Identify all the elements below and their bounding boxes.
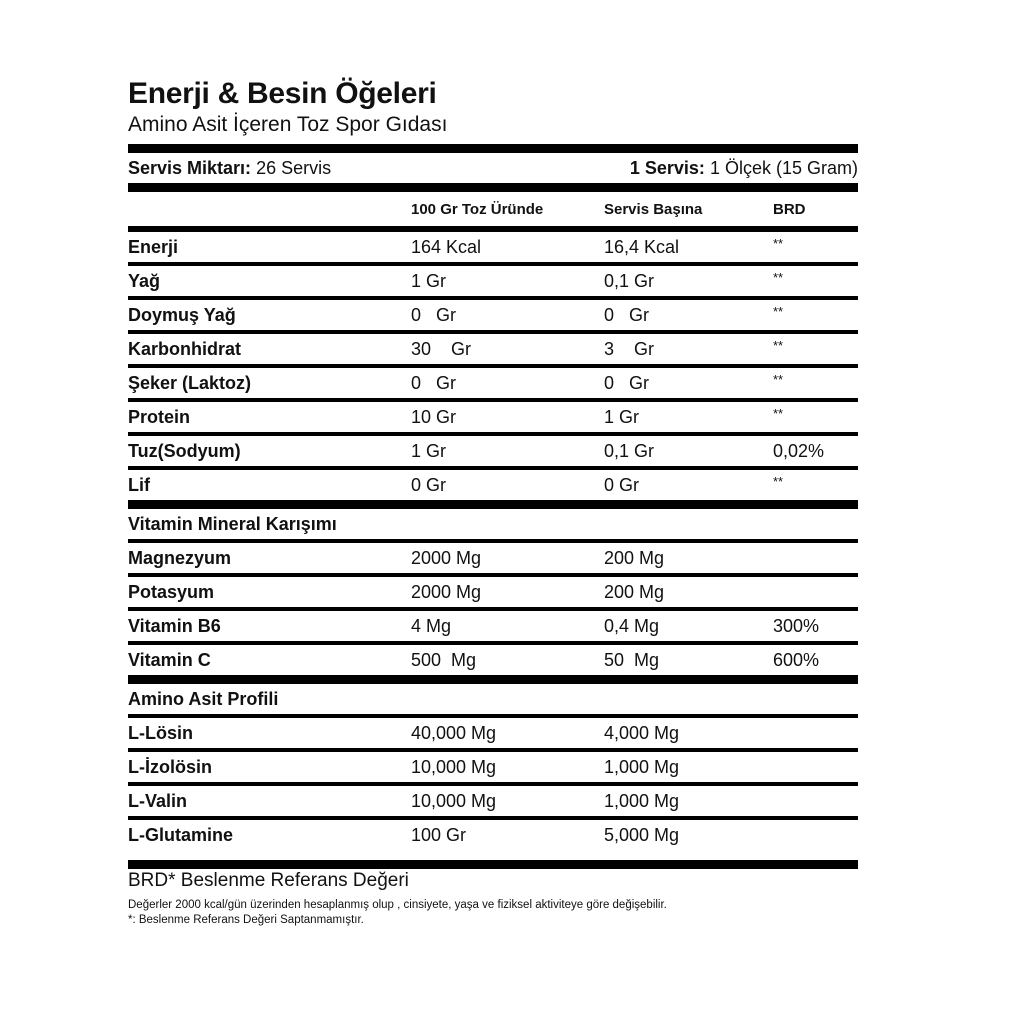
value-per-serving: 16,4 Kcal — [604, 236, 680, 257]
nutrient-name: Doymuş Yağ — [128, 304, 236, 325]
table-row — [128, 232, 858, 262]
value-brd: 600% — [773, 649, 820, 670]
page-title: Enerji & Besin Öğeleri — [128, 77, 437, 110]
nutrient-name: Vitamin B6 — [128, 615, 221, 636]
table-row — [128, 266, 858, 296]
value-per-100g: 1 Gr — [411, 440, 447, 461]
vitamin-rows — [128, 543, 858, 675]
value-per-100g: 4 Mg — [411, 615, 452, 636]
value-per-100g: 164 Kcal — [411, 236, 482, 257]
table-row — [128, 786, 858, 816]
nutrient-name: Enerji — [128, 236, 179, 257]
value-brd: ** — [773, 473, 784, 489]
value-brd: ** — [773, 235, 784, 251]
value-per-serving: 0 Gr — [604, 304, 650, 325]
column-header-per-100g: 100 Gr Toz Üründe — [411, 200, 544, 218]
table-row — [128, 334, 858, 364]
value-per-100g: 0 Gr — [411, 474, 447, 495]
divider — [128, 144, 858, 153]
footnotes — [128, 868, 868, 928]
serving-size-label: 1 Servis: — [629, 157, 705, 178]
table-row — [128, 368, 858, 398]
value-brd: 300% — [773, 615, 820, 636]
value-per-100g: 100 Gr — [411, 824, 467, 845]
nutrition-facts-panel — [128, 76, 858, 869]
nutrient-name: Potasyum — [128, 581, 215, 602]
nutrient-name: L-Glutamine — [128, 824, 234, 845]
column-header-per-serving: Servis Başına — [604, 200, 703, 218]
value-brd: ** — [773, 337, 784, 353]
nutrient-name: Lif — [128, 474, 150, 495]
value-per-100g: 2000 Mg — [411, 547, 482, 568]
table-row — [128, 752, 858, 782]
value-brd: ** — [773, 269, 784, 285]
table-row — [128, 611, 858, 641]
table-row — [128, 470, 858, 500]
nutrient-name: Vitamin C — [128, 649, 211, 670]
section-title-amino: Amino Asit Profili — [128, 688, 279, 709]
serving-size-value: 1 Ölçek (15 Gram) — [709, 157, 858, 178]
nutrient-name: Yağ — [128, 270, 161, 291]
nutrient-name: L-Valin — [128, 790, 188, 811]
value-per-serving: 200 Mg — [604, 547, 665, 568]
nutrient-name: Tuz(Sodyum) — [128, 440, 241, 461]
serving-amount-label: Servis Miktarı: — [128, 157, 252, 178]
value-brd: ** — [773, 371, 784, 387]
value-per-100g: 500 Mg — [411, 649, 477, 670]
serving-amount-value: 26 Servis — [256, 157, 332, 178]
value-per-serving: 0,1 Gr — [604, 270, 655, 291]
value-per-serving: 5,000 Mg — [604, 824, 680, 845]
value-per-serving: 0 Gr — [604, 372, 650, 393]
value-per-100g: 1 Gr — [411, 270, 447, 291]
column-header-brd: BRD — [773, 200, 806, 218]
brd-legend: BRD* Beslenme Referans Değeri — [128, 870, 409, 891]
value-per-serving: 50 Mg — [604, 649, 660, 670]
value-per-100g: 0 Gr — [411, 304, 457, 325]
value-per-serving: 0,1 Gr — [604, 440, 655, 461]
table-header — [128, 192, 858, 226]
nutrient-name: Şeker (Laktoz) — [128, 372, 252, 393]
table-row — [128, 436, 858, 466]
nutrient-rows — [128, 232, 858, 500]
serving-info — [128, 153, 858, 183]
value-per-serving: 0 Gr — [604, 474, 640, 495]
table-row — [128, 820, 858, 850]
table-row — [128, 645, 858, 675]
value-per-serving: 3 Gr — [604, 338, 655, 359]
section-title-vitamins: Vitamin Mineral Karışımı — [128, 513, 337, 534]
value-per-100g: 0 Gr — [411, 372, 457, 393]
value-per-serving: 1,000 Mg — [604, 756, 680, 777]
table-row — [128, 300, 858, 330]
value-per-100g: 30 Gr — [411, 338, 472, 359]
serving-amount — [128, 158, 331, 179]
footnote-brd-undefined: *: Beslenme Referans Değeri Saptanmamıştır. — [128, 914, 364, 926]
value-per-100g: 40,000 Mg — [411, 722, 497, 743]
value-per-serving: 0,4 Mg — [604, 615, 660, 636]
table-row — [128, 402, 858, 432]
nutrient-name: L-İzolösin — [128, 756, 212, 777]
divider — [128, 675, 858, 684]
value-per-serving: 200 Mg — [604, 581, 665, 602]
nutrient-name: Protein — [128, 406, 191, 427]
divider — [128, 183, 858, 192]
divider — [128, 500, 858, 509]
table-row — [128, 543, 858, 573]
table-row — [128, 577, 858, 607]
nutrient-name: Magnezyum — [128, 547, 232, 568]
serving-size — [630, 158, 858, 179]
value-per-serving: 1,000 Mg — [604, 790, 680, 811]
value-brd: ** — [773, 303, 784, 319]
value-per-100g: 10,000 Mg — [411, 790, 497, 811]
value-brd: ** — [773, 405, 784, 421]
value-per-serving: 1 Gr — [604, 406, 640, 427]
value-per-100g: 2000 Mg — [411, 581, 482, 602]
page-subtitle: Amino Asit İçeren Toz Spor Gıdası — [128, 113, 448, 136]
value-per-100g: 10 Gr — [411, 406, 457, 427]
value-brd: 0,02% — [773, 440, 825, 461]
nutrient-name: Karbonhidrat — [128, 338, 242, 359]
nutrient-name: L-Lösin — [128, 722, 193, 743]
footnote-daily-values: Değerler 2000 kcal/gün üzerinden hesaplanmış olup , cinsiyete, yaşa ve fiziksel aktiviteye göre değişebilir. — [128, 899, 667, 911]
value-per-serving: 4,000 Mg — [604, 722, 680, 743]
amino-rows — [128, 718, 858, 850]
value-per-100g: 10,000 Mg — [411, 756, 497, 777]
table-row — [128, 718, 858, 748]
